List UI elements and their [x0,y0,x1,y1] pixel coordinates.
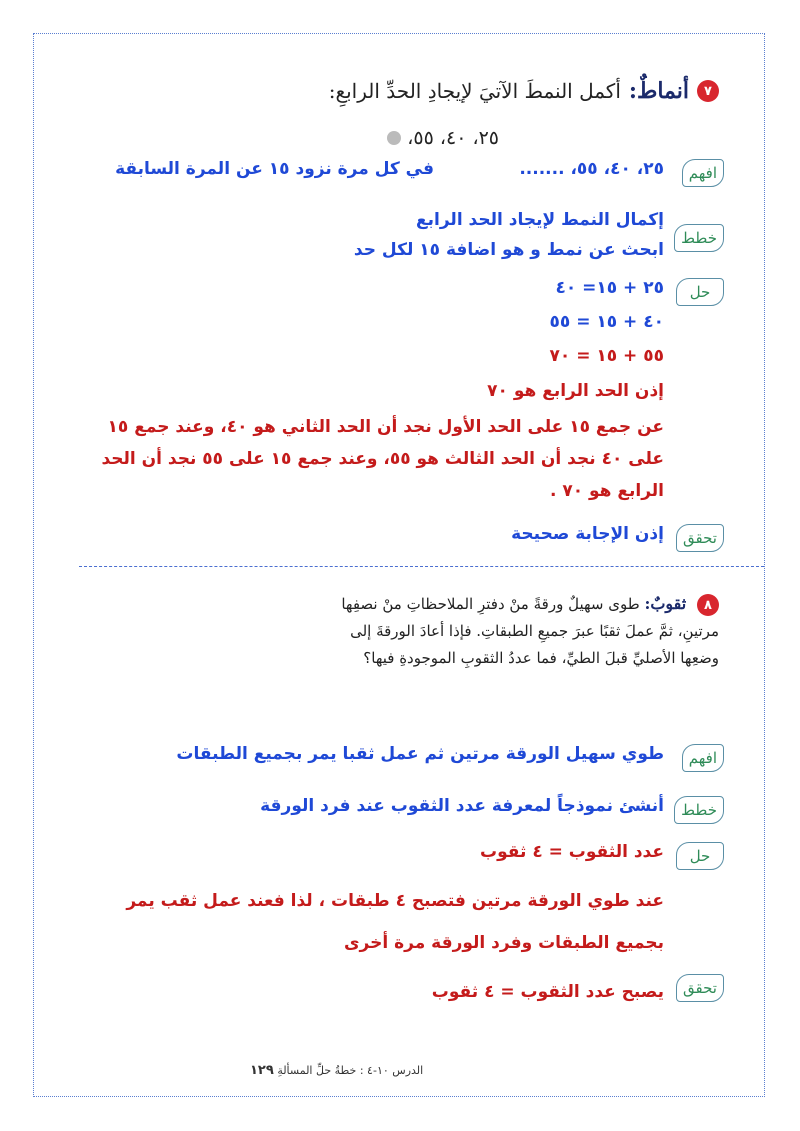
q7-explanation: عن جمع ١٥ على الحد الأول نجد أن الحد الثاني هو ٤٠، وعند جمع ١٥ على ٤٠ نجد أن الحد الثالث هو ٥٥، وعند جمع ١٥ على ٥٥ نجد أن الحد الرابع هو ٧٠ . [101,417,664,501]
q8-check-text: يصبح عدد الثقوب = ٤ ثقوب [431,982,664,1002]
blank-circle-icon [387,131,401,145]
q8-solve-text: عدد الثقوب = ٤ ثقوب [480,842,664,862]
q7-check-text: إذن الإجابة صحيحة [511,524,664,544]
q7-eq1: ٢٥ + ١٥= ٤٠ [555,278,664,298]
q8-plan-text: أنشئ نموذجاً لمعرفة عدد الثقوب عند فرد الورقة [260,796,664,816]
q8-solve-badge: حل [676,842,724,870]
q7-plan-line1: إكمال النمط لإيجاد الحد الرابع [416,210,664,230]
q7-plan-badge: خطط [674,224,724,252]
q7-conclusion: إذن الحد الرابع هو ٧٠ [487,381,664,401]
footer-lesson: الدرس ١٠-٤ : خطةُ حلِّ المسألةِ [277,1064,424,1077]
q8-problem [309,590,719,672]
q7-understand-badge: افهم [682,159,724,187]
q8-understand-text: طوي سهيل الورقة مرتين ثم عمل ثقبا يمر بجميع الطبقات [176,744,664,764]
q8-understand-badge: افهم [682,744,724,772]
worksheet-page [33,33,765,1097]
page-footer [250,1063,423,1078]
q7-eq3: ٥٥ + ١٥ = ٧٠ [549,346,664,366]
q7-check-badge: تحقق [676,524,724,552]
q7-sequence-text: ٢٥، ٤٠، ٥٥، [407,127,499,149]
section-divider [79,566,764,567]
q8-explanation: عند طوي الورقة مرتين فتصبح ٤ طبقات ، لذا فعند عمل ثقب يمر بجميع الطبقات وفرد الورقة مرة أخرى [126,891,664,953]
q7-sequence [387,127,499,149]
q8-plan-badge: خطط [674,796,724,824]
footer-page-number: ١٢٩ [250,1063,274,1078]
q7-header [329,78,719,104]
q7-solve-badge: حل [676,278,724,306]
q7-eq2: ٤٠ + ١٥ = ٥٥ [549,312,664,332]
q7-title: أكمل النمطَ الآتيَ لإيجادِ الحدِّ الرابعِ: [328,79,621,103]
q8-keyword: ثقوبٌ: [644,594,687,613]
q8-problem-text: طوى سهيلٌ ورقةً منْ دفترِ الملاحظاتِ منْ نصفِها مرتينِ، ثمَّ عملَ ثقبًا عبرَ جميعِ الطبقاتِ. فإذا أعادَ الورقةَ إلى وضعِها الأصليِّ قبلَ الطيِّ، فما عددُ الثقوبِ الموجودةِ فيها؟ [341,595,719,667]
q8-number-badge: ٨ [697,594,719,616]
q7-number-badge: ٧ [697,80,719,102]
q7-understand-note: في كل مرة نزود ١٥ عن المرة السابقة [115,159,434,179]
q7-understand-seq: ٢٥، ٤٠، ٥٥، ....... [519,159,664,179]
q8-check-badge: تحقق [676,974,724,1002]
q7-keyword: أنماطٌ: [628,78,689,104]
q7-plan-line2: ابحث عن نمط و هو اضافة ١٥ لكل حد [353,240,664,260]
